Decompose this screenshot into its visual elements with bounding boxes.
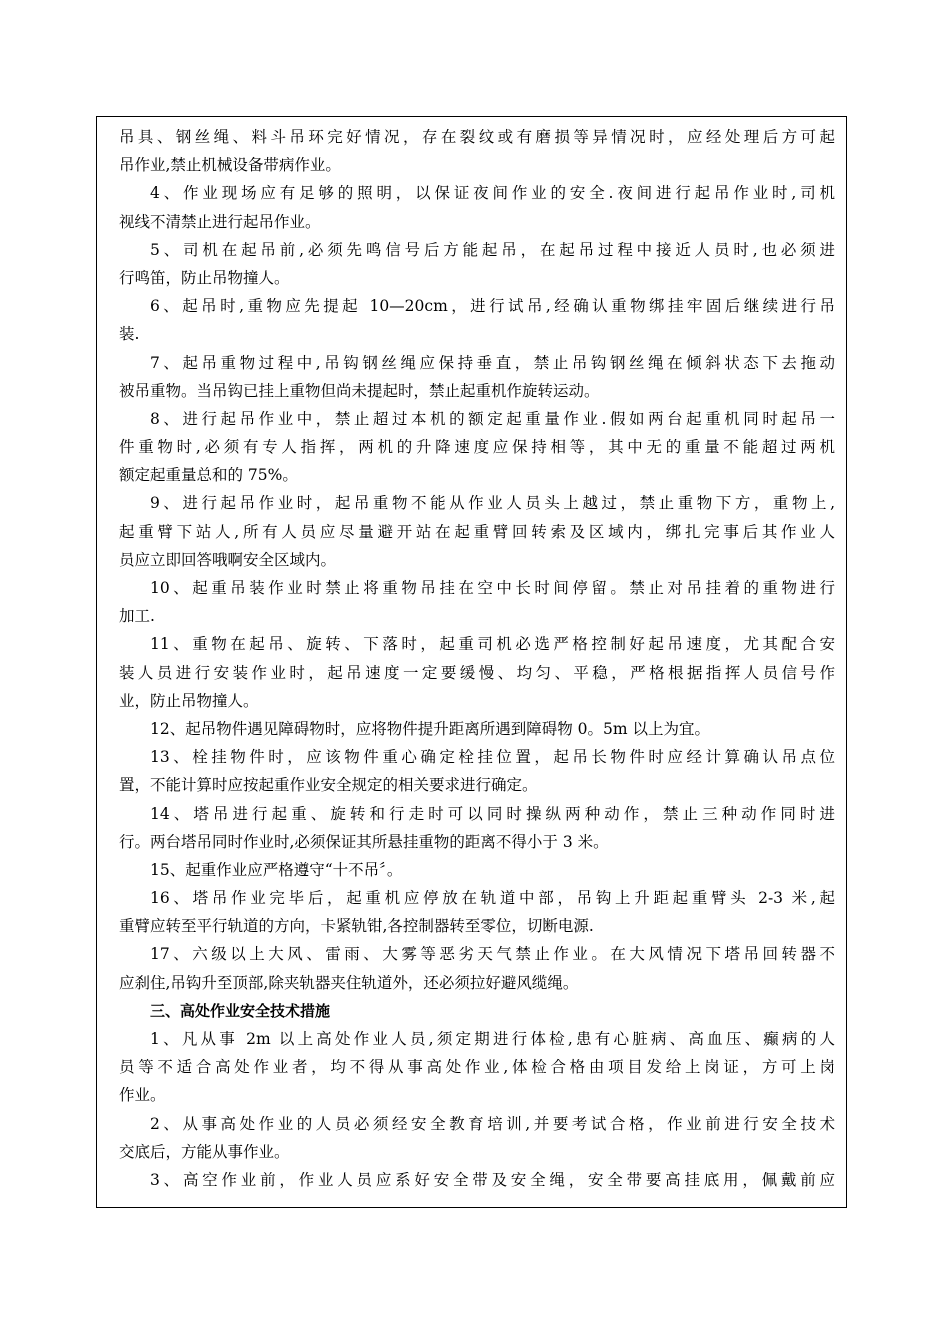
text-line: 6、起吊时,重物应先提起 10—20cm，进行试吊,经确认重物绑挂牢固后继续进行吊 — [150, 297, 835, 316]
text-line: 3、高空作业前，作业人员应系好安全带及安全绳，安全带要高挂底用，佩戴前应 — [150, 1170, 835, 1189]
text-line: 员等不适合高处作业者，均不得从事高处作业,体检合格由项目发给上岗证，方可上岗 — [119, 1058, 835, 1077]
text-line: 7、起吊重物过程中,吊钩钢丝绳应保持垂直，禁止吊钩钢丝绳在倾斜状态下去拖动 — [150, 353, 835, 372]
text-line: 9、进行起吊作业时，起吊重物不能从作业人员头上越过，禁止重物下方，重物上, — [150, 494, 835, 513]
text-line: 15、起重作业应严格遵守“十不吊〞。 — [150, 860, 403, 879]
text-line: 作业。 — [119, 1086, 166, 1105]
text-line: 吊作业,禁止机械设备带病作业。 — [119, 156, 341, 175]
text-line: 交底后，方能从事作业。 — [119, 1142, 290, 1161]
text-line: 重臂应转至平行轨道的方向，卡紧轨钳,各控制器转至零位，切断电源. — [119, 917, 594, 936]
text-line: 员应立即回答哦啊安全区域内。 — [119, 550, 337, 569]
text-line: 装. — [119, 325, 140, 344]
text-line: 应刹住,吊钩升至顶部,除夹轨器夹住轨道外，还必须拉好避风缆绳。 — [119, 973, 579, 992]
text-line: 视线不清禁止进行起吊作业。 — [119, 212, 321, 231]
text-line: 16、塔吊作业完毕后，起重机应停放在轨道中部，吊钩上升距起重臂头 2-3 米,起 — [150, 889, 835, 908]
text-line: 行鸣笛，防止吊物撞人。 — [119, 268, 290, 287]
text-line: 4、作业现场应有足够的照明，以保证夜间作业的安全.夜间进行起吊作业时,司机 — [150, 184, 835, 203]
text-line: 行。两台塔吊同时作业时,必须保证其所悬挂重物的距离不得小于 3 米。 — [119, 832, 609, 851]
text-line: 2、从事高处作业的人员必须经安全教育培训,并要考试合格，作业前进行安全技术 — [150, 1114, 835, 1133]
document-frame — [96, 116, 847, 1208]
text-line: 业，防止吊物撞人。 — [119, 691, 259, 710]
text-line: 11、重物在起吊、旋转、下落时，起重司机必选严格控制好起吊速度，尤其配合安 — [150, 635, 835, 654]
text-line: 8、进行起吊作业中，禁止超过本机的额定起重量作业.假如两台起重机同时起吊一 — [150, 409, 835, 428]
document-body — [119, 123, 835, 1194]
text-line: 13、栓挂物件时，应该物件重心确定栓挂位置，起吊长物件时应经计算确认吊点位 — [150, 748, 835, 767]
text-line: 1、凡从事 2m 以上高处作业人员,须定期进行体检,患有心脏病、高血压、癫病的人 — [150, 1030, 835, 1048]
text-line: 起重臂下站人,所有人员应尽量避开站在起重臂回转索及区域内，绑扎完事后其作业人 — [119, 522, 835, 541]
text-line: 件重物时,必须有专人指挥，两机的升降速度应保持相等，其中无的重量不能超过两机 — [119, 438, 835, 457]
text-line: 10、起重吊装作业时禁止将重物吊挂在空中长时间停留。禁止对吊挂着的重物进行 — [150, 579, 835, 597]
text-line: 置，不能计算时应按起重作业安全规定的相关要求进行确定。 — [119, 776, 538, 795]
text-line: 14、塔吊进行起重、旋转和行走时可以同时操纵两种动作，禁止三种动作同时进 — [150, 804, 835, 823]
text-line: 5、司机在起吊前,必须先鸣信号后方能起吊，在起吊过程中接近人员时,也必须进 — [150, 240, 835, 259]
text-line: 装人员进行安装作业时，起吊速度一定要缓慢、均匀、平稳，严格根据指挥人员信号作 — [119, 663, 835, 682]
section-heading: 三、高处作业安全技术措施 — [150, 1001, 331, 1020]
text-line: 额定起重量总和的 75%。 — [119, 466, 298, 485]
text-line: 17、六级以上大风、雷雨、大雾等恶劣天气禁止作业。在大风情况下塔吊回转器不 — [150, 945, 835, 964]
text-line: 加工. — [119, 607, 155, 626]
text-line: 12、起吊物件遇见障碍物时，应将物件提升距离所遇到障碍物 0。5m 以上为宜。 — [150, 719, 711, 738]
text-line: 吊具、钢丝绳、料斗吊环完好情况，存在裂纹或有磨损等异情况时，应经处理后方可起 — [119, 128, 835, 146]
text-line: 被吊重物。当吊钩已挂上重物但尚未提起时，禁止起重机作旋转运动。 — [119, 381, 600, 400]
